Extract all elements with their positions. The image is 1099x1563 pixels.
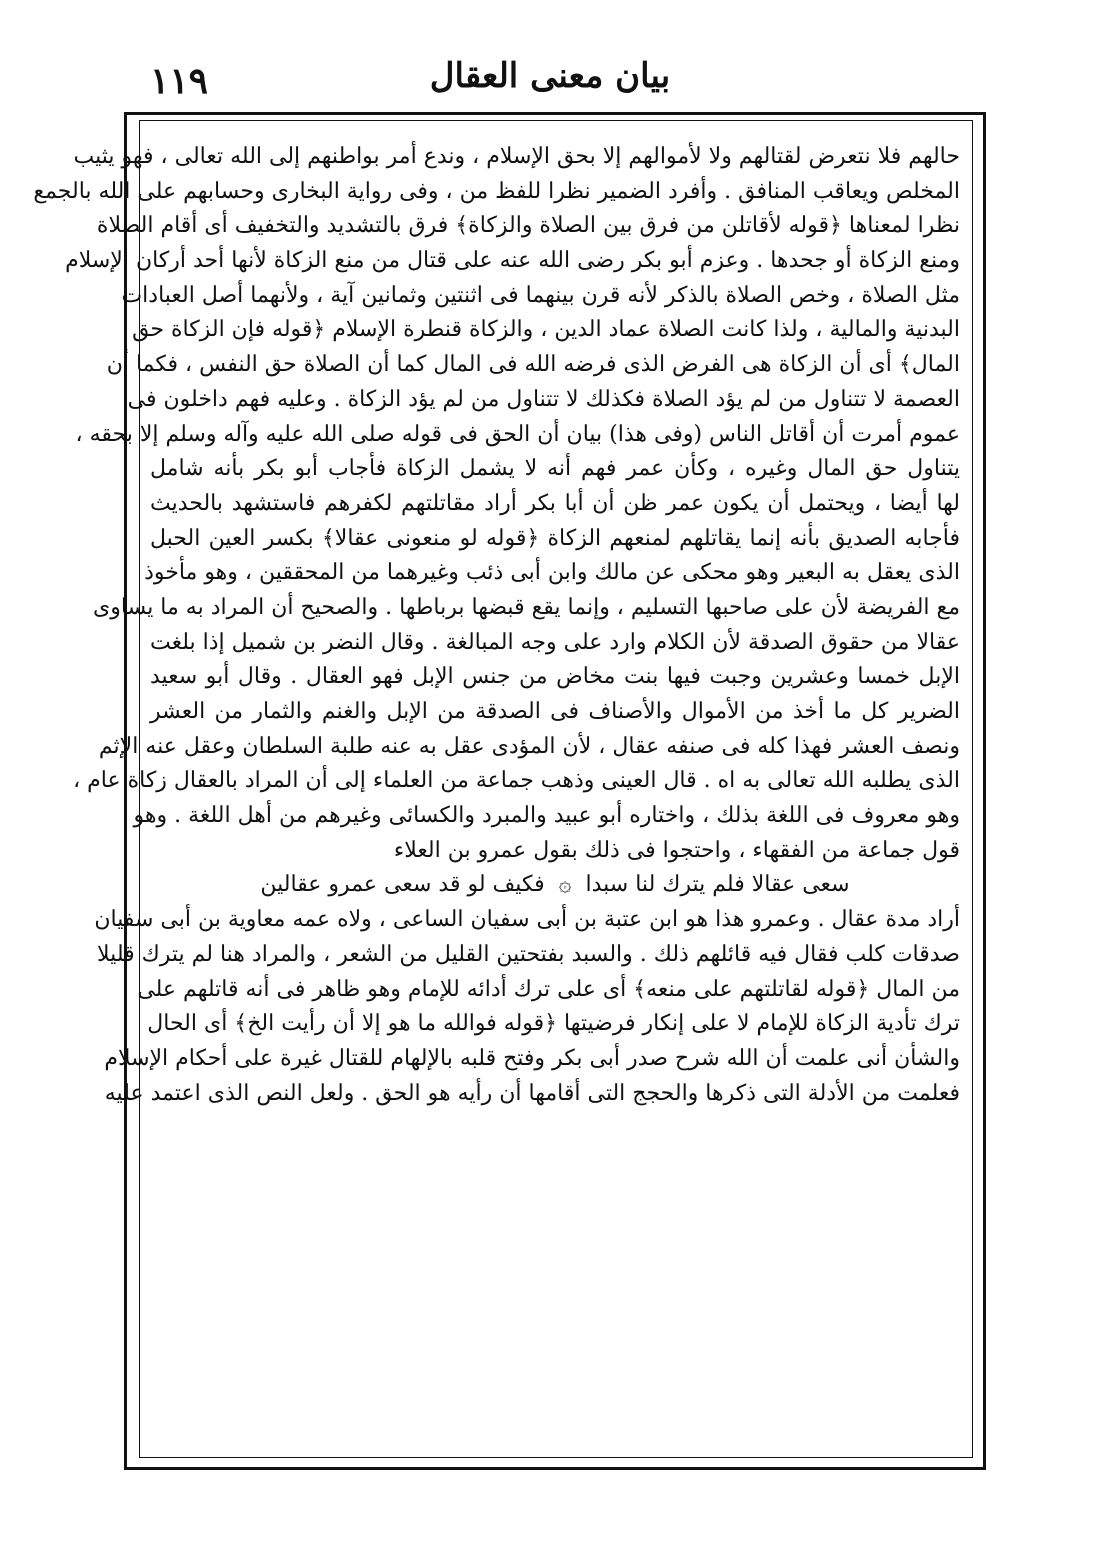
text-line: قول جماعة من الفقهاء ، واحتجوا فى ذلك بقول عمرو بن العلاء	[393, 837, 960, 863]
text-line: المخلص ويعاقب المنافق . وأفرد الضمير نظرا للفظ من ، وفى رواية البخارى وحسابهم على الله بالجمع	[33, 178, 960, 204]
text-line: البدنية والمالية ، ولذا كانت الصلاة عماد الدين ، والزكاة قنطرة الإسلام ﴿قوله فإن الزكاة حق	[132, 317, 960, 343]
text-line: وهو معروف فى اللغة بذلك ، واختاره أبو عبيد والمبرد والكسائى وغيرهم من أهل اللغة . وهو	[133, 803, 960, 829]
verse-line	[150, 868, 960, 903]
text-line: الإبل خمسا وعشرين وجبت فيها بنت مخاض من جنس الإبل فهو العقال . وقال أبو سعيد	[150, 664, 960, 690]
text-line: عموم أمرت أن أقاتل الناس (وفى هذا) بيان أن الحق فى قوله صلى الله عليه وآله وسلم إلا بحقه ،	[75, 421, 960, 447]
verse-separator: ۞	[558, 872, 572, 898]
text-line: العصمة لا تتناول من لم يؤد الصلاة فكذلك لا تتناول من لم يؤد الزكاة . وعليه فهم داخلون فى	[127, 386, 960, 412]
verse-first-hemistich: سعى عقالا فلم يترك لنا سبدا	[585, 872, 850, 898]
text-line: صدقات كلب فقال فيه قائلهم ذلك . والسبد بفتحتين القليل من الشعر ، والمراد هنا لم يترك قليلا	[97, 941, 960, 967]
text-line: فعلمت من الأدلة التى ذكرها والحجج التى أقامها أن رأيه هو الحق . ولعل النص الذى اعتمد عليه	[104, 1080, 960, 1106]
text-line: الضرير كل ما أخذ من الأموال والأصناف فى الصدقة من الإبل والغنم والثمار من العشر	[150, 699, 960, 724]
text-line: مثل الصلاة ، وخص الصلاة بالذكر لأنه قرن بينهما فى اثنتين وثمانين آية ، ولأنهما أصل العبادات	[121, 282, 960, 308]
text-line: فأجابه الصديق بأنه إنما يقاتلهم لمنعهم الزكاة ﴿قوله لو منعونى عقالا﴾ بكسر العين الحبل	[150, 525, 960, 551]
text-line: عقالا من حقوق الصدقة لأن الكلام وارد على وجه المبالغة . وقال النضر بن شميل إذا بلغت	[150, 629, 960, 655]
text-line: الذى يعقل به البعير وهو محكى عن مالك وابن أبى ذئب وغيرهما من المحققين ، وهو مأخوذ	[144, 560, 960, 586]
text-line: حالهم فلا نتعرض لقتالهم ولا لأموالهم إلا بحق الإسلام ، وندع أمر بواطنهم إلى الله تعالى ، فهو يثيب	[73, 144, 960, 169]
text-line: ومنع الزكاة أو جحدها . وعزم أبو بكر رضى الله عنه على قتال من منع الزكاة لأنها أحد أركان الإسلام	[65, 248, 960, 274]
text-line: نظرا لمعناها ﴿قوله لأقاتلن من فرق بين الصلاة والزكاة﴾ فرق بالتشديد والتخفيف أى أقام الصلاة	[96, 213, 960, 239]
text-line: الذى يطلبه الله تعالى به اه . قال العينى وذهب جماعة من العلماء إلى أن المراد بالعقال زكاة عام ،	[73, 768, 960, 794]
text-block	[33, 140, 960, 1445]
text-line: لها أيضا ، ويحتمل أن يكون عمر ظن أن أبا بكر أراد مقاتلتهم لكفرهم فاستشهد بالحديث	[150, 490, 960, 516]
text-line: والشأن أنى علمت أن الله شرح صدر أبى بكر وفتح قلبه بالإلهام للقتال غيرة على أحكام الإسلام	[104, 1045, 960, 1071]
text-line: مع الفريضة لأن على صاحبها التسليم ، وإنما يقع قبضها برباطها . والصحيح أن المراد به ما يساوى	[93, 594, 960, 620]
text-line: ترك تأدية الزكاة للإمام لا على إنكار فرضيتها ﴿قوله فوالله ما هو إلا أن رأيت الخ﴾ أى الحال	[147, 1011, 960, 1037]
text-line: يتناول حق المال وغيره ، وكأن عمر فهم أنه لا يشمل الزكاة فأجاب أبو بكر بأنه شامل	[150, 456, 960, 482]
text-line: ونصف العشر فهذا كله فى صنفه عقال ، لأن المؤدى عقل به عنه طلبة السلطان وعقل عنه الإثم	[98, 733, 960, 759]
text-line: من المال ﴿قوله لقاتلتهم على منعه﴾ أى على ترك أدائه للإمام وهو ظاهر فى أنه قاتلهم على	[137, 976, 960, 1002]
text-line: أراد مدة عقال . وعمرو هذا هو ابن عتبة بن أبى سفيان الساعى ، ولاه عمه معاوية بن أبى سفيان	[94, 907, 960, 933]
page-number: ١١٩	[150, 60, 209, 102]
verse-second-hemistich: فكيف لو قد سعى عمرو عقالين	[260, 872, 545, 898]
text-line: المال﴾ أى أن الزكاة هى الفرض الذى فرضه الله فى المال كما أن الصلاة حق النفس ، فكما أن	[106, 352, 960, 378]
running-title: بيان معنى العقال	[429, 56, 671, 96]
